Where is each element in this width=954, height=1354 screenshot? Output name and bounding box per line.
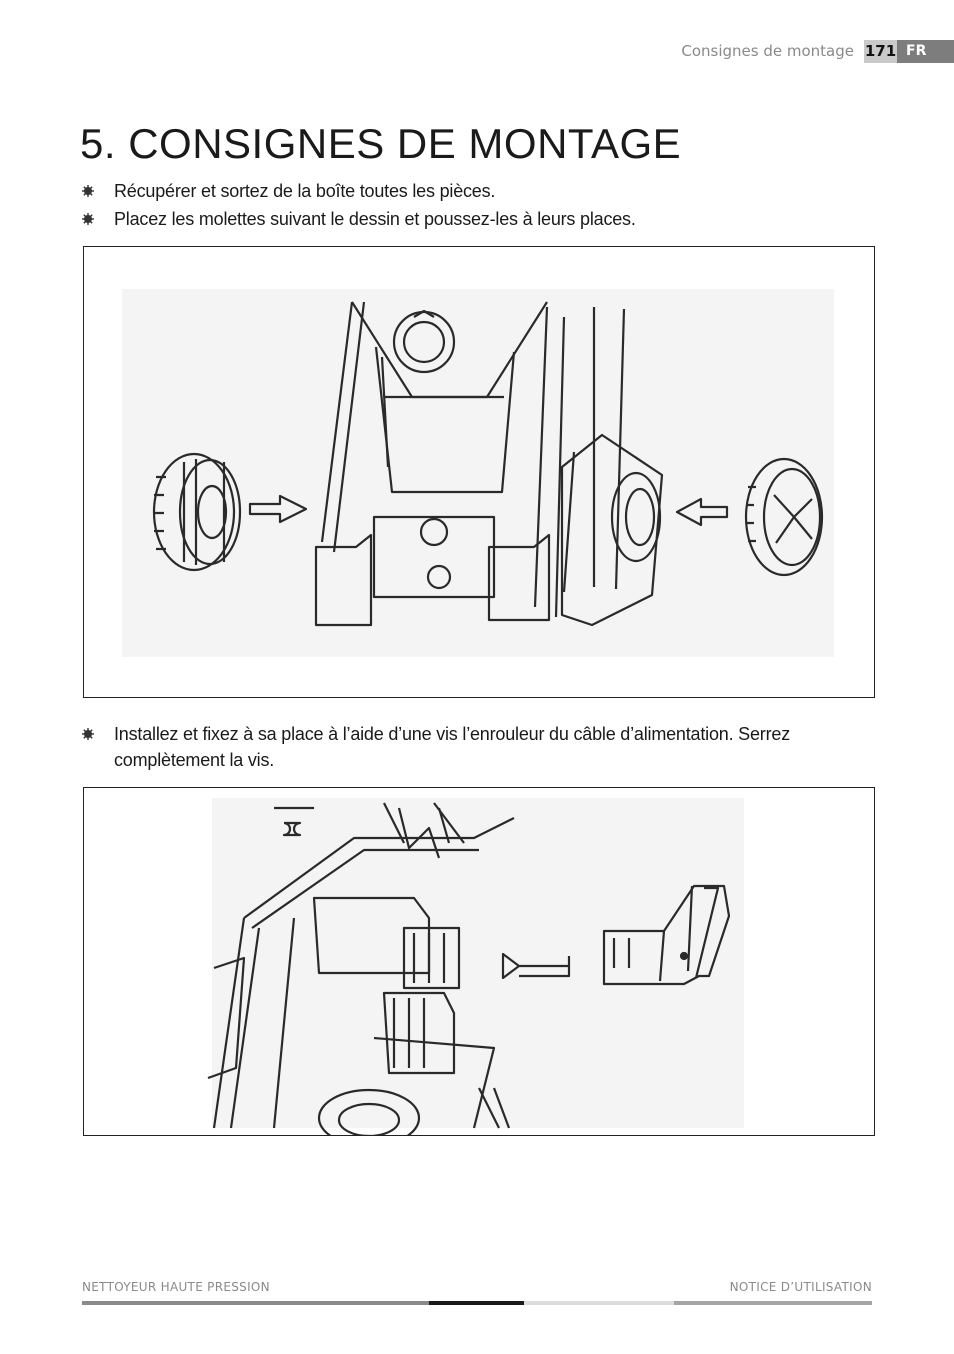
bullet-icon <box>82 185 94 197</box>
figure-cable-holder-assembly <box>83 787 875 1136</box>
page-number: 171 <box>864 40 897 63</box>
list-item-text: Placez les molettes suivant le dessin et poussez-les à leurs places. <box>114 209 636 229</box>
bullet-icon <box>82 728 94 740</box>
footer-rule-segment <box>429 1301 524 1305</box>
bullet-icon <box>82 213 94 225</box>
running-header-section-title: Consignes de montage <box>681 42 854 60</box>
cable-holder-illustration <box>84 788 874 1135</box>
footer-document-type: NOTICE D’UTILISATION <box>729 1280 872 1294</box>
list-item <box>82 178 842 204</box>
wheel-assembly-illustration <box>84 247 874 697</box>
list-item <box>82 721 842 773</box>
list-item <box>82 206 842 232</box>
list-item-text: Installez et fixez à sa place à l’aide d’une vis l’enrouleur du câble d’alimentation. Serrez complètement la vis. <box>114 724 790 770</box>
figure-wheel-assembly <box>83 246 875 698</box>
list-item-text: Récupérer et sortez de la boîte toutes les pièces. <box>114 181 496 201</box>
footer-rule-segment <box>82 1301 429 1305</box>
footer-product-name: NETTOYEUR HAUTE PRESSION <box>82 1280 270 1294</box>
footer-rule-segment <box>524 1301 674 1305</box>
footer-rule-segment <box>674 1301 872 1305</box>
language-tag: FR <box>897 40 954 63</box>
page-title: 5. CONSIGNES DE MONTAGE <box>80 120 682 167</box>
